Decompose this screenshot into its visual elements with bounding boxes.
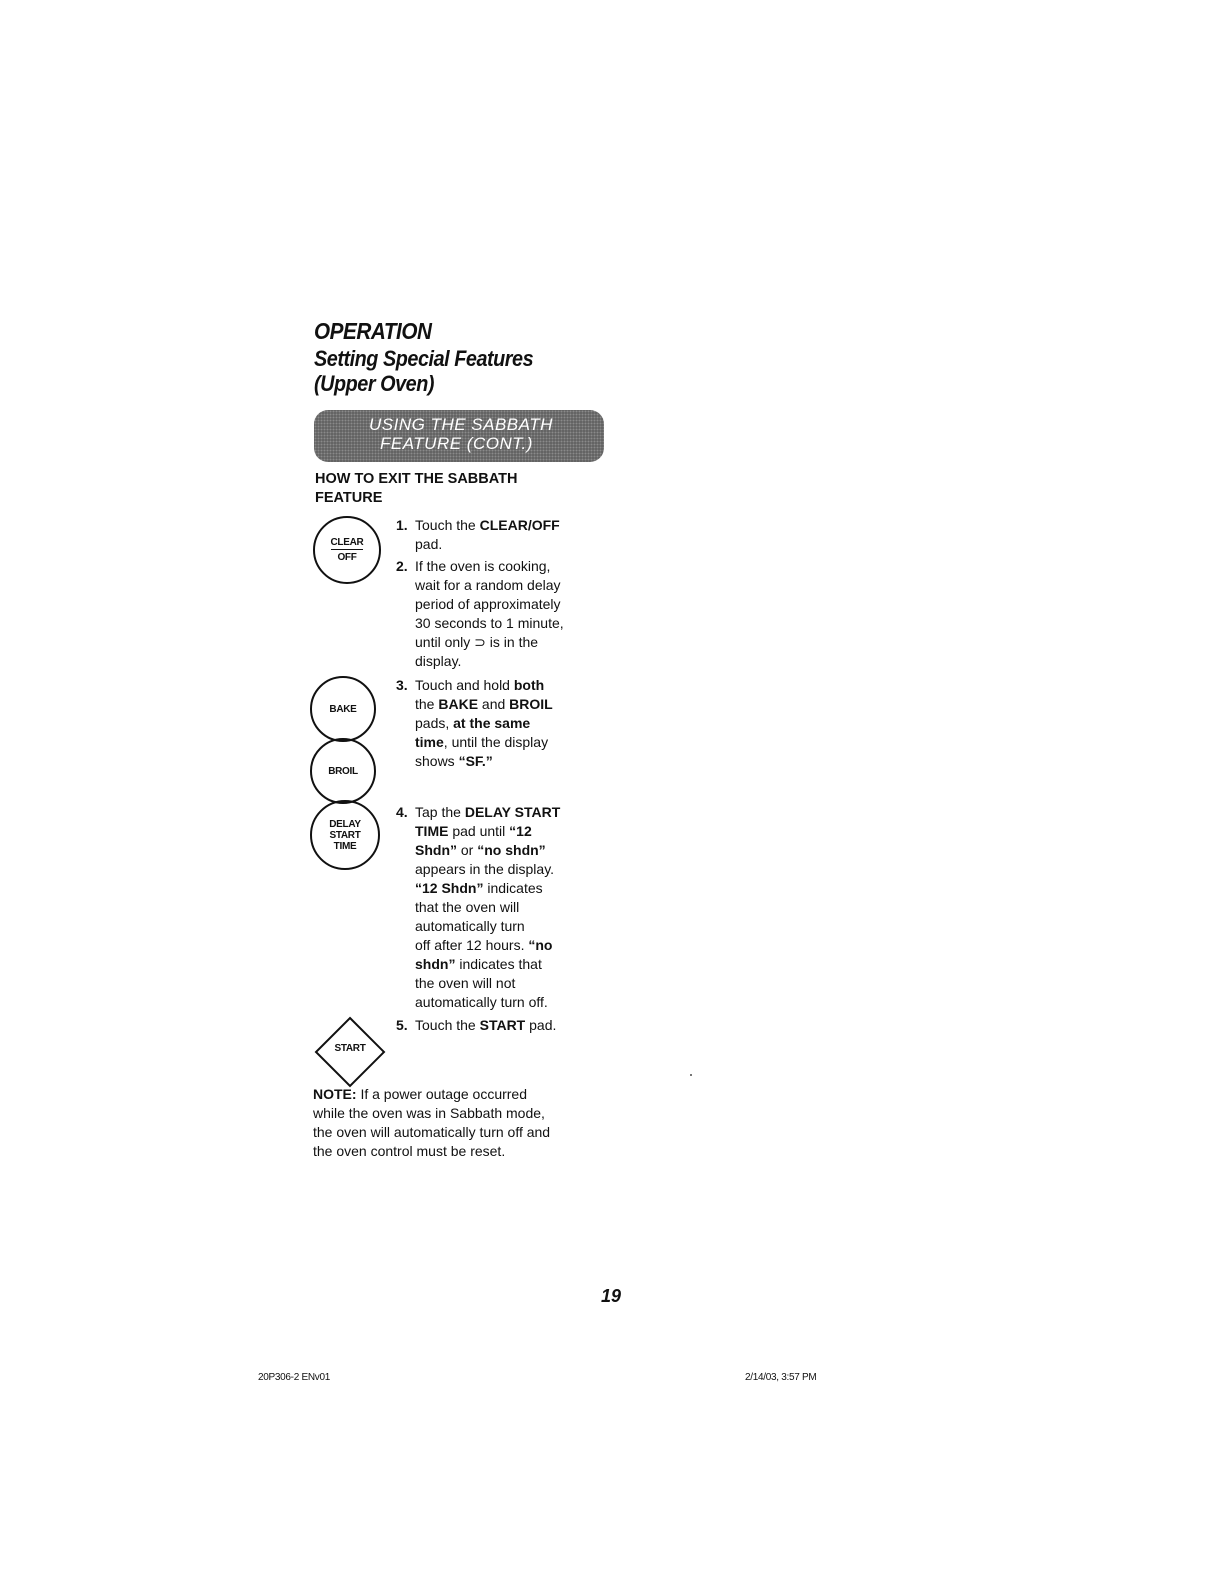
step-3-line-3a: pads, [415,715,454,731]
twelve-shdn-term: “12 Shdn” [415,880,484,896]
step-5-line-1a: Touch the [415,1017,480,1033]
note-line-4: the oven control must be reset. [313,1143,506,1159]
both-term: both [513,677,545,693]
step-1-text-2: pad. [415,536,443,552]
step-5-number: 5. [396,1017,408,1033]
step-4-line-4: appears in the display. [415,861,555,877]
page-title-line-1: Setting Special Features [314,346,534,371]
at-the-same-term: at the same [453,715,531,731]
shdn-term: Shdn” [415,842,457,858]
bake-term: BAKE [438,696,479,712]
start-pad-label-word: START [329,829,361,841]
step-1-text: Touch the [415,517,480,533]
page-number: 19 [601,1286,622,1306]
step-2-line-5-end: is in the [485,634,539,650]
step-2 [396,557,615,671]
section-banner [314,410,604,462]
step-3-line-1: Touch and hold [415,677,514,693]
step-2-line-1: If the oven is cooking, [415,558,551,574]
shdn-close-term: shdn” [415,956,456,972]
bake-pad-label: BAKE [329,703,357,715]
step-4-line-6: that the oven will [415,899,520,915]
note-line-1: If a power outage occurred [356,1086,527,1102]
delay-start-term: DELAY START [464,804,561,820]
sf-term: “SF.” [458,753,493,769]
twelve-open-quote: “12 [509,823,532,839]
scan-speck [690,1074,692,1076]
step-4-line-8a: off after 12 hours. [415,937,529,953]
banner-line-2: FEATURE (CONT.) [380,434,533,453]
subheading-line-1: HOW TO EXIT THE SABBATH [315,471,518,487]
step-4-line-7: automatically turn [415,918,525,934]
bake-pad-icon [310,676,376,742]
step-4-line-9b: indicates that [455,956,542,972]
step-2-line-6: display. [415,653,462,669]
page-title-line-2: (Upper Oven) [314,371,435,396]
step-1 [396,516,615,554]
broil-pad-icon [310,738,376,804]
clear-pad-label: CLEAR [330,537,364,548]
time-term: time [415,734,444,750]
step-2-line-2: wait for a random delay [415,577,561,593]
step-1-number: 1. [396,517,408,533]
step-4-line-11: automatically turn off. [415,994,548,1010]
footer-document-code: 20P306-2 ENv01 [258,1372,330,1383]
step-4 [396,803,615,1012]
step-3-line-5a: shows [415,753,459,769]
clear-off-term: CLEAR/OFF [479,517,560,533]
start-pad-icon [314,1016,386,1088]
banner-line-1: USING THE SABBATH [369,415,553,434]
step-3-line-2c: and [478,696,510,712]
delay-start-time-pad-icon [310,800,380,870]
delay-pad-label: DELAY [329,818,361,830]
step-5-line-1c: pad. [525,1017,557,1033]
step-4-line-10: the oven will not [415,975,516,991]
note-label: NOTE: [313,1086,357,1102]
no-shdn-term: “no shdn” [477,842,546,858]
step-4-line-5b: indicates [483,880,543,896]
step-2-number: 2. [396,558,408,574]
step-4-line-3b: or [457,842,478,858]
clear-off-pad-icon [313,516,381,584]
time-pad-label: TIME [333,840,357,852]
step-4-line-2b: pad until [448,823,510,839]
step-3 [396,676,615,771]
step-3-line-4b: , until the display [443,734,549,750]
step-5 [396,1016,615,1035]
broil-pad-label: BROIL [328,765,358,777]
note-line-2: while the oven was in Sabbath mode, [313,1105,545,1121]
step-2-line-3: period of approximately [415,596,561,612]
note [313,1085,623,1161]
note-line-3: the oven will automatically turn off and [313,1124,551,1140]
start-pad-label: START [334,1043,366,1054]
sabbath-display-symbol: ⊃ [474,634,486,650]
off-pad-label: OFF [337,552,357,563]
footer-timestamp: 2/14/03, 3:57 PM [745,1372,817,1383]
step-4-number: 4. [396,804,408,820]
subheading [315,470,615,508]
step-3-number: 3. [396,677,408,693]
step-3-line-2a: the [415,696,439,712]
start-term: START [479,1017,526,1033]
section-label: OPERATION [314,318,432,344]
step-2-line-5: until only [415,634,475,650]
no-open-quote: “no [528,937,553,953]
step-2-line-4: 30 seconds to 1 minute, [415,615,564,631]
broil-term: BROIL [509,696,553,712]
time-pad-term: TIME [415,823,449,839]
step-4-line-1a: Tap the [415,804,465,820]
subheading-line-2: FEATURE [315,490,383,506]
page-title [314,346,533,396]
